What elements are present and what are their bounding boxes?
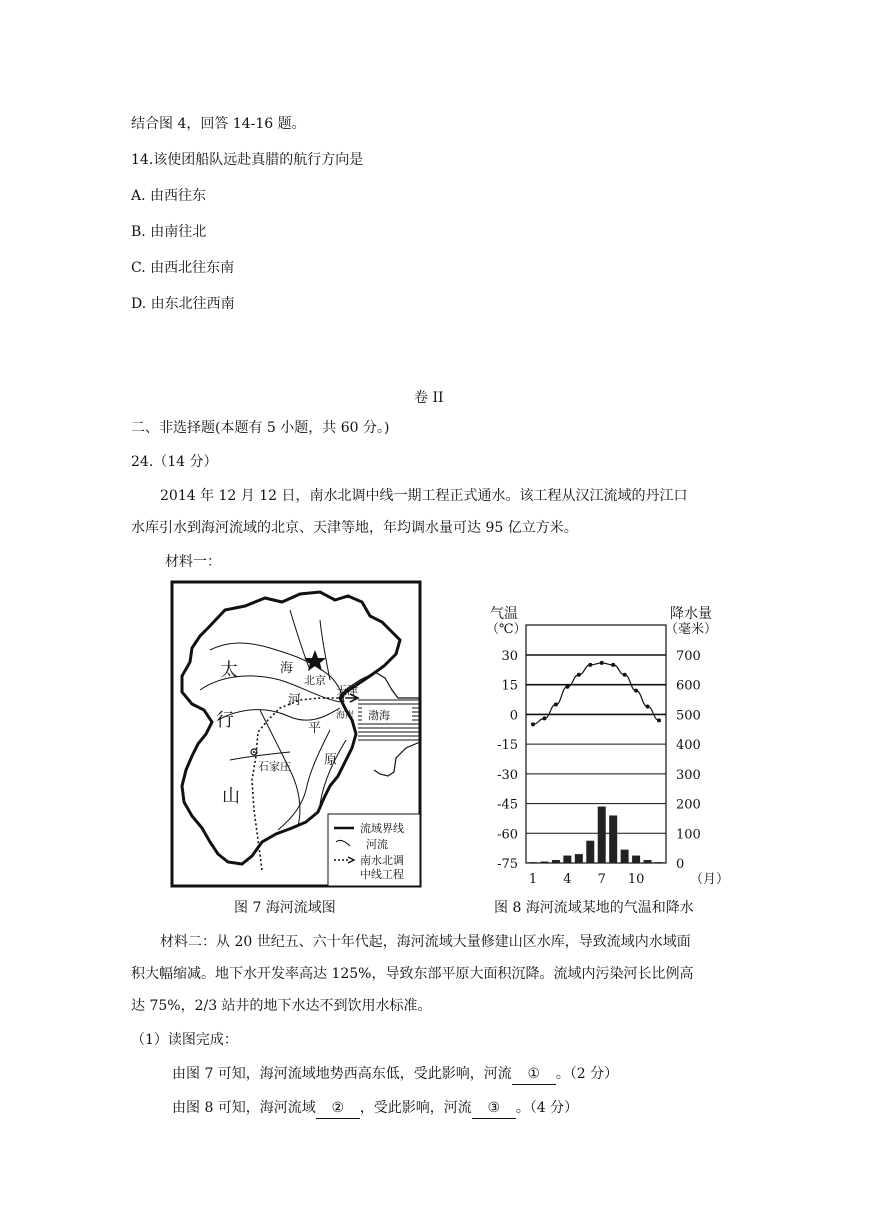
label-beijing: 北京 [304,674,326,687]
temp-tick-label: -30 [497,767,518,783]
label-hai: 海 [280,661,294,676]
sub1-line2-text-c: 。（4 分） [515,1100,579,1116]
temperature-point [634,689,638,693]
precip-bar [575,854,583,863]
temp-tick-label: -15 [497,738,518,754]
answer-blank-1[interactable]: ① [512,1064,556,1085]
sub1-line2 [172,1098,578,1119]
q24-para1-line2: 水库引水到海河流域的北京、天津等地，年均调水量可达 95 亿立方米。 [131,520,578,536]
precip-bar [586,841,594,863]
label-yuan: 原 [324,753,338,768]
temperature-point [600,661,604,665]
section-heading: 二、非选择题(本题有 5 小题，共 60 分。) [131,420,390,436]
label-he: 河 [288,693,302,708]
section-title: 卷 II [414,390,444,406]
figure8-caption: 图 8 海河流域某地的气温和降水 [494,900,694,916]
temp-tick-label: 30 [501,649,518,664]
figure7-caption: 图 7 海河流域图 [234,900,336,916]
label-ping: 平 [308,721,322,736]
intro-text: 结合图 4，回答 14-16 题。 [131,116,306,132]
sub1-line2-text-b: ，受此影响，河流 [359,1100,472,1116]
temperature-point [577,673,581,677]
precip-bar [552,860,560,863]
left-axis-title: 气温 [490,606,518,622]
precip-tick-label: 600 [676,678,701,694]
precip-bar [540,862,548,863]
sub1-line2-text-a: 由图 8 可知，海河流域 [172,1100,316,1116]
precip-bar [529,862,537,863]
precip-bar [621,850,629,863]
sub1-line1-text-b: 。（2 分） [555,1066,619,1082]
temp-tick-label: -75 [497,857,518,872]
q14-stem: 14.该使团船队远赴真腊的航行方向是 [131,152,364,168]
right-axis-unit: （毫米） [665,622,718,637]
precip-tick-label: 0 [676,857,685,872]
precip-bar [655,862,663,863]
precip-bar [598,807,606,863]
legend-diversion-1: 南水北调 [360,854,404,867]
precip-bar [644,860,652,863]
answer-blank-3[interactable]: ③ [472,1098,516,1119]
month-tick-label: 4 [563,872,572,887]
temperature-point [611,663,615,667]
month-tick-label: 7 [597,872,606,887]
material2-line3: 达 75%，2/3 站井的地下水达不到饮用水标准。 [131,998,432,1014]
material2-line1: 材料二：从 20 世纪五、六十年代起，海河流域大量修建山区水库，导致流域内水域面 [160,934,691,950]
sub1-line1-text-a: 由图 7 可知，海河流域地势西高东低，受此影响，河流 [172,1066,512,1082]
temperature-point [554,703,558,707]
label-bohai: 渤海 [368,709,390,722]
precip-tick-label: 400 [676,738,701,754]
answer-blank-2[interactable]: ② [316,1098,360,1119]
left-axis-unit: （℃） [486,622,527,637]
temperature-point [542,716,546,720]
precip-bar [632,856,640,863]
temp-tick-label: -60 [497,827,518,843]
temperature-point [531,722,535,726]
right-axis-title: 降水量 [670,606,712,622]
precip-bar [563,856,571,863]
q14-option-c: C. 由西北往东南 [131,260,235,276]
material1-label: 材料一： [165,554,221,570]
legend-boundary: 流域界线 [360,822,404,835]
sub1-head: （1）读图完成： [131,1032,238,1048]
legend-diversion-2: 中线工程 [360,868,404,881]
x-axis-unit: （月） [690,872,730,887]
temperature-point [646,705,650,709]
label-shijiazhuang: 石家庄 [258,760,291,773]
temp-tick-label: 0 [509,708,518,724]
label-tianjin: 天津 [336,684,358,697]
precip-bar [609,815,617,863]
temperature-point [623,673,627,677]
precip-tick-label: 200 [676,797,701,813]
temperature-point [657,718,661,722]
sub1-line1 [172,1064,618,1085]
q14-option-d: D. 由东北往西南 [131,296,235,312]
precip-tick-label: 500 [676,708,701,724]
month-tick-label: 10 [627,872,645,887]
temperature-point [565,685,569,689]
temp-tick-label: -45 [497,797,518,813]
material2-line2: 积大幅缩减。地下水开发率高达 125%，导致东部平原大面积沉降。流域内污染河长比例高 [131,966,694,982]
temperature-point [588,663,592,667]
climate-chart [460,600,730,890]
label-port: 海岸 [336,711,355,721]
legend-river: 河流 [366,838,388,851]
haihe-basin-map [170,580,422,888]
label-shan: 山 [222,786,240,807]
precip-tick-label: 300 [676,767,701,783]
q24-head: 24.（14 分） [131,454,218,470]
precip-tick-label: 700 [676,649,701,664]
label-xing: 行 [216,710,234,731]
label-tai: 太 [220,660,238,681]
q14-option-b: B. 由南往北 [131,224,207,240]
q24-para1-line1: 2014 年 12 月 12 日，南水北调中线一期工程正式通水。该工程从汉江流域的丹江口 [160,488,688,504]
precip-tick-label: 100 [676,827,701,843]
month-tick-label: 1 [528,872,538,887]
temp-tick-label: 15 [501,678,518,694]
q14-option-a: A. 由西往东 [131,188,207,204]
